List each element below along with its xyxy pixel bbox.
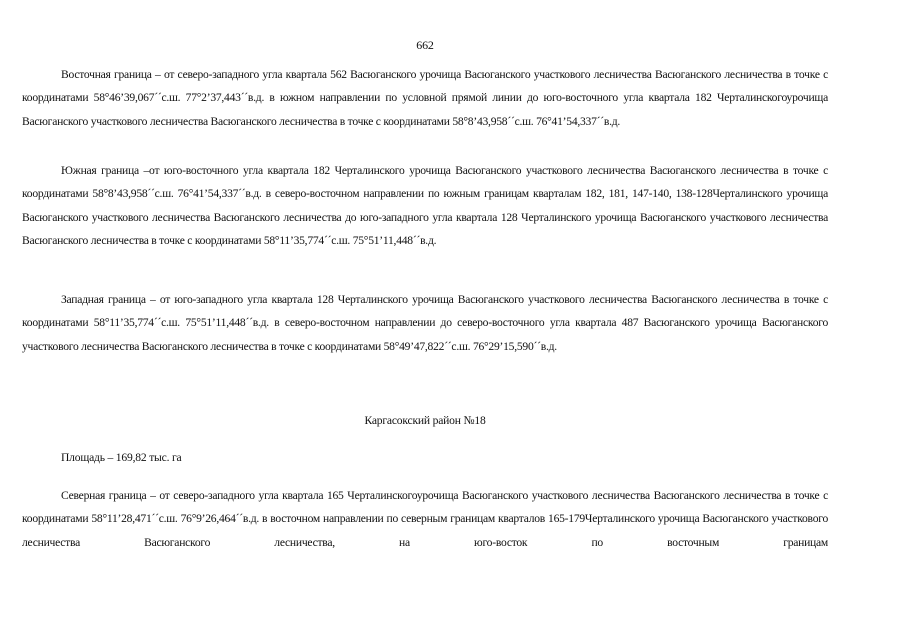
- paragraph-south-border: Южная граница –от юго-восточного угла квартала 182 Черталинского урочища Васюганского участкового лесничества Васюганского лесничества в точке с координатами 58°8’43,958´´с.ш. 76°41’54,337´´в.д. в северо-восточном направлении по южным границам кварталам 182, 181, 147-140, 138-128Черталинского урочища Васюганского участкового лесничества Васюганского лесничества до юго-западного угла квартала 128 Черталинского урочища Васюганского участкового лесничества Васюганского лесничества в точке с координатами 58°11’35,774´´с.ш. 75°51’11,448´´в.д.: [22, 164, 828, 247]
- page-number: 662: [416, 38, 434, 52]
- paragraph-north-border: Северная граница – от северо-западного угла квартала 165 Черталинскогоурочища Васюганского участкового лесничества Васюганского лесничества в точке с координатами 58°11’28,471´´с.ш. 76°9’26,464´´в.д. в восточном направлении по северным границам кварталов 165-179Черталинского урочища Васюганского участкового лесничества Васюганского лесничества, на юго-восток по восточным границам: [22, 489, 828, 549]
- paragraph-east-border: Восточная граница – от северо-западного угла квартала 562 Васюганского урочища Васюганского участкового лесничества Васюганского лесничества в точке с координатами 58°46’39,067´´с.ш. 77°2’37,443´´в.д. в южном направлении по условной прямой линии до юго-восточного угла квартала 182 Черталинскогоурочища Васюганского участкового лесничества Васюганского лесничества в точке с координатами 58°8’43,958´´с.ш. 76°41’54,337´´в.д.: [22, 68, 828, 128]
- paragraph-west-border: Западная граница – от юго-западного угла квартала 128 Черталинского урочища Васюганского участкового лесничества Васюганского лесничества в точке с координатами 58°11’35,774´´с.ш. 75°51’11,448´´в.д. в северо-восточном направлении до северо-восточного угла квартала 487 Васюганского урочища Васюганского участкового лесничества Васюганского лесничества в точке с координатами 58°49’47,822´´с.ш. 76°29’15,590´´в.д.: [22, 293, 828, 353]
- area-text: Площадь – 169,82 тыс. га: [61, 451, 182, 464]
- section-heading: Каргасокский район №18: [364, 414, 486, 427]
